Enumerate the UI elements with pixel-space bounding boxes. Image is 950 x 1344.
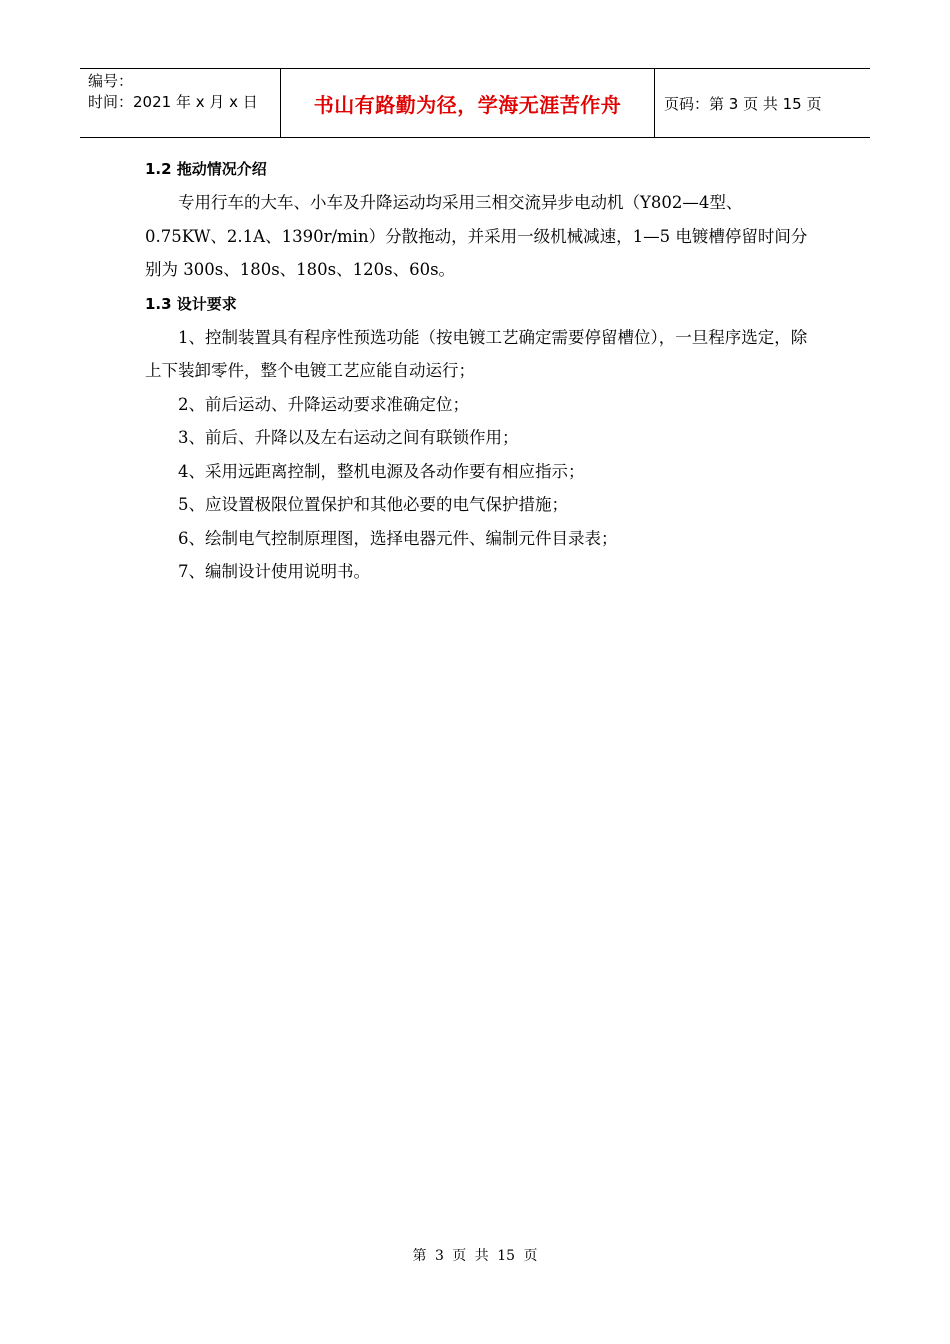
requirement-item: 2、前后运动、升降运动要求准确定位；: [178, 394, 469, 414]
section-title-1-3: 1.3 设计要求: [145, 294, 237, 313]
document-number-label: 编号：: [88, 72, 134, 90]
header-page-info: 页码：第 3 页 共 15 页: [664, 94, 822, 113]
section-paragraph: 专用行车的大车、小车及升降运动均采用三相交流异步电动机（Y802—4型、0.75KW、2.1A、1390r/min）分散拖动，并采用一级机械减速，1—5 电镀槽停留时间分别为 300s、180s、180s、120s、60s。: [145, 193, 808, 279]
page-header: [80, 68, 870, 138]
requirement-item: 7、编制设计使用说明书。: [178, 562, 370, 581]
header-motto: 书山有路勤为径，学海无涯苦作舟: [313, 92, 622, 117]
page-footer: 第 3 页 共 15 页: [412, 1248, 538, 1264]
requirement-item: 6、绘制电气控制原理图，选择电器元件、编制元件目录表；: [178, 528, 618, 548]
section-title-1-2: 1.2 拖动情况介绍: [145, 160, 267, 178]
document-body: [145, 152, 810, 589]
requirement-item: 4、采用远距离控制，整机电源及各动作要有相应指示；: [178, 461, 585, 481]
document-date-label: 时间：2021 年 x 月 x 日: [88, 93, 258, 111]
header-meta: [88, 71, 278, 113]
requirement-item: 3、前后、升降以及左右运动之间有联锁作用；: [178, 428, 519, 447]
requirement-item: 5、应设置极限位置保护和其他必要的电气保护措施；: [178, 495, 568, 514]
header-divider: [654, 69, 655, 137]
requirement-item: 1、控制装置具有程序性预选功能（按电镀工艺确定需要停留槽位），一旦程序选定，除上下装卸零件，整个电镀工艺应能自动运行；: [145, 327, 808, 380]
